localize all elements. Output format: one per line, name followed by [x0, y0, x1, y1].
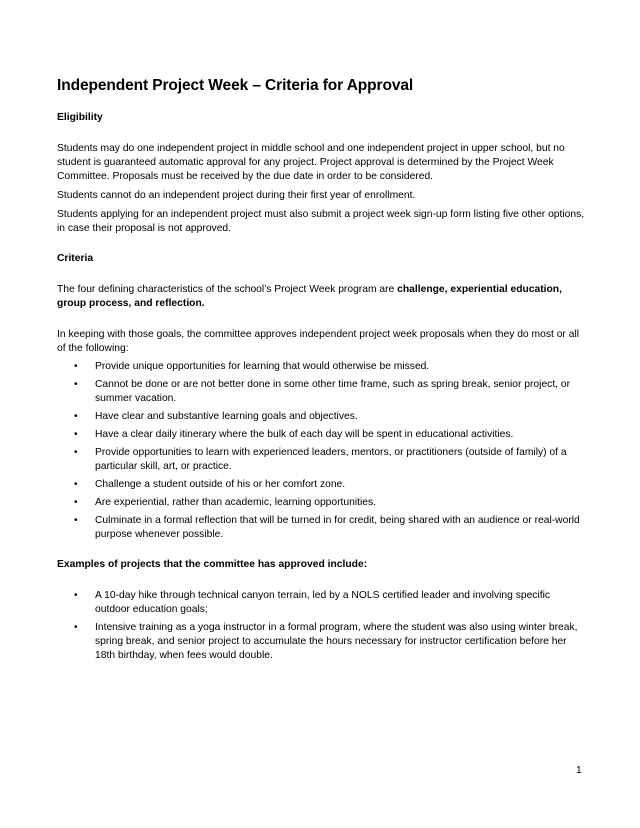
criteria-heading: Criteria: [57, 253, 94, 264]
page-number: 1: [576, 765, 582, 776]
list-item: [57, 446, 587, 474]
list-item: [57, 496, 587, 510]
list-item: [57, 410, 587, 424]
list-item: [57, 621, 587, 663]
list-item-text: Have a clear daily itinerary where the bulk of each day will be spent in educational activities.: [95, 429, 514, 440]
list-item-text: Have clear and substantive learning goals and objectives.: [95, 411, 358, 422]
list-item: [57, 478, 587, 492]
eligibility-paragraph: Students applying for an independent project must also submit a project week sign-up form listing five other options, in case their proposal is not approved.: [57, 209, 585, 234]
list-item-text: Culminate in a formal reflection that will be turned in for credit, being shared with an audience or real-world purpose whenever possible.: [95, 515, 580, 540]
eligibility-heading: Eligibility: [57, 112, 103, 123]
examples-list: [57, 589, 587, 663]
document-title: Independent Project Week – Criteria for Approval: [57, 77, 414, 94]
list-item-text: Provide unique opportunities for learning that would otherwise be missed.: [95, 361, 430, 372]
criteria-intro: [57, 283, 587, 311]
list-item-text: Provide opportunities to learn with experienced leaders, mentors, or practitioners (outside of family) of a particular skill, art, or practice.: [95, 447, 567, 472]
bullet-icon: •: [74, 361, 78, 372]
criteria-goals: In keeping with those goals, the committee approves independent project week proposals when they do most or all of the following:: [57, 329, 580, 354]
bullet-icon: •: [74, 515, 78, 526]
list-item: [57, 428, 587, 442]
eligibility-paragraph: Students cannot do an independent project during their first year of enrollment.: [57, 190, 416, 201]
criteria-list: [57, 360, 587, 542]
list-item: [57, 378, 587, 406]
criteria-intro-bold: challenge, experiential education, group process, and reflection.: [57, 284, 562, 309]
list-item-text: Challenge a student outside of his or her comfort zone.: [95, 479, 346, 490]
list-item: [57, 514, 587, 542]
list-item-text: Intensive training as a yoga instructor in a formal program, where the student was also using winter break, spring break, and senior project to accumulate the hours necessary for instructor certification before her 18th birthday, when fees would double.: [95, 622, 578, 661]
list-item: [57, 360, 587, 374]
examples-heading: Examples of projects that the committee has approved include:: [57, 559, 368, 570]
criteria-intro-text: The four defining characteristics of the school’s Project Week program are: [57, 284, 398, 295]
list-item-text: A 10-day hike through technical canyon terrain, led by a NOLS certified leader and involving specific outdoor education goals;: [95, 590, 551, 615]
bullet-icon: •: [74, 497, 78, 508]
document-body: [57, 76, 587, 667]
list-item: [57, 589, 587, 617]
list-item-text: Are experiential, rather than academic, learning opportunities.: [95, 497, 377, 508]
bullet-icon: •: [74, 622, 78, 633]
bullet-icon: •: [74, 590, 78, 601]
bullet-icon: •: [74, 447, 78, 458]
bullet-icon: •: [74, 411, 78, 422]
bullet-icon: •: [74, 429, 78, 440]
bullet-icon: •: [74, 379, 78, 390]
list-item-text: Cannot be done or are not better done in some other time frame, such as spring break, senior project, or summer vacation.: [95, 379, 571, 404]
bullet-icon: •: [74, 479, 78, 490]
eligibility-paragraph: Students may do one independent project in middle school and one independent project in upper school, but no student is guaranteed automatic approval for any project. Project approval is determined by the Project Week Committee. Proposals must be received by the due date in order to be considered.: [57, 143, 565, 182]
